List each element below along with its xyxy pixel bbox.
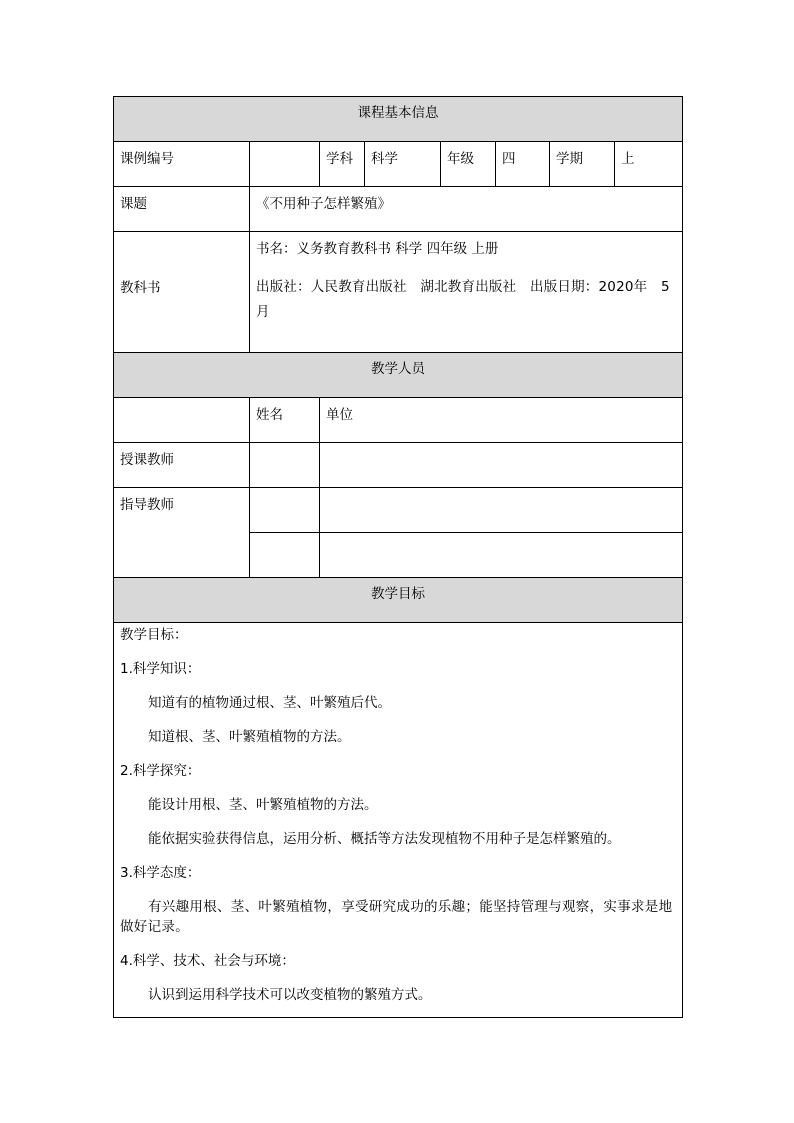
goal-3-title: 3.科学态度： <box>120 865 201 881</box>
textbook-label: 教科书 <box>114 232 250 353</box>
goals-content <box>114 623 683 1018</box>
topic-value: 《不用种子怎样繁殖》 <box>250 187 683 232</box>
goal-4-title: 4.科学、技术、社会与环境： <box>120 953 295 969</box>
term-value: 上 <box>615 142 683 187</box>
goal-2-item-a: 能设计用根、茎、叶繁殖植物的方法。 <box>148 797 378 813</box>
goal-1-item-b: 知道根、茎、叶繁殖植物的方法。 <box>148 729 351 745</box>
basic-info-header-row <box>114 97 683 142</box>
staff-heading: 教学人员 <box>114 353 683 398</box>
basic-info-heading: 课程基本信息 <box>114 97 683 142</box>
subject-label: 学科 <box>320 142 365 187</box>
goal-4-item-a: 认识到运用科学技术可以改变植物的繁殖方式。 <box>148 987 432 1003</box>
textbook-row <box>114 232 683 353</box>
goal-2-item-b: 能依据实验获得信息，运用分析、概括等方法发现植物不用种子是怎样繁殖的。 <box>148 831 621 847</box>
goal-1-item-a: 知道有的植物通过根、茎、叶繁殖后代。 <box>148 695 391 711</box>
grade-label: 年级 <box>441 142 496 187</box>
goals-intro: 教学目标： <box>120 627 188 643</box>
mentor-2-name <box>250 533 320 578</box>
teacher-unit <box>320 443 683 488</box>
mentor-1-name <box>250 488 320 533</box>
staff-columns-row <box>114 398 683 443</box>
topic-row <box>114 187 683 232</box>
mentor-row-1 <box>114 488 683 533</box>
goal-1-title: 1.科学知识： <box>120 661 201 677</box>
case-no-label: 课例编号 <box>114 142 250 187</box>
lesson-info-document <box>113 96 681 1018</box>
textbook-details <box>250 232 683 353</box>
unit-header: 单位 <box>320 398 683 443</box>
topic-label: 课题 <box>114 187 250 232</box>
staff-blank-header <box>114 398 250 443</box>
subject-value: 科学 <box>365 142 441 187</box>
staff-header-row <box>114 353 683 398</box>
goals-row <box>114 623 683 1018</box>
goals-header-row <box>114 578 683 623</box>
grade-value: 四 <box>496 142 550 187</box>
textbook-title-line: 书名：义务教育教科书 科学 四年级 上册 <box>256 241 499 257</box>
case-info-row <box>114 142 683 187</box>
goal-3-item-a: 有兴趣用根、茎、叶繁殖植物，享受研究成功的乐趣；能坚持管理与观察，实事求是地做好记录。 <box>120 899 673 935</box>
goal-2-title: 2.科学探究： <box>120 763 201 779</box>
textbook-publisher-line: 出版社：人民教育出版社 湖北教育出版社 出版日期：2020年 5月 <box>256 279 670 320</box>
goals-heading: 教学目标 <box>114 578 683 623</box>
mentor-2-unit <box>320 533 683 578</box>
teacher-label: 授课教师 <box>114 443 250 488</box>
lesson-info-table <box>113 96 683 1018</box>
name-header: 姓名 <box>250 398 320 443</box>
mentor-label: 指导教师 <box>114 488 250 578</box>
case-no-value <box>250 142 320 187</box>
term-label: 学期 <box>550 142 615 187</box>
teacher-name <box>250 443 320 488</box>
teacher-row <box>114 443 683 488</box>
mentor-1-unit <box>320 488 683 533</box>
